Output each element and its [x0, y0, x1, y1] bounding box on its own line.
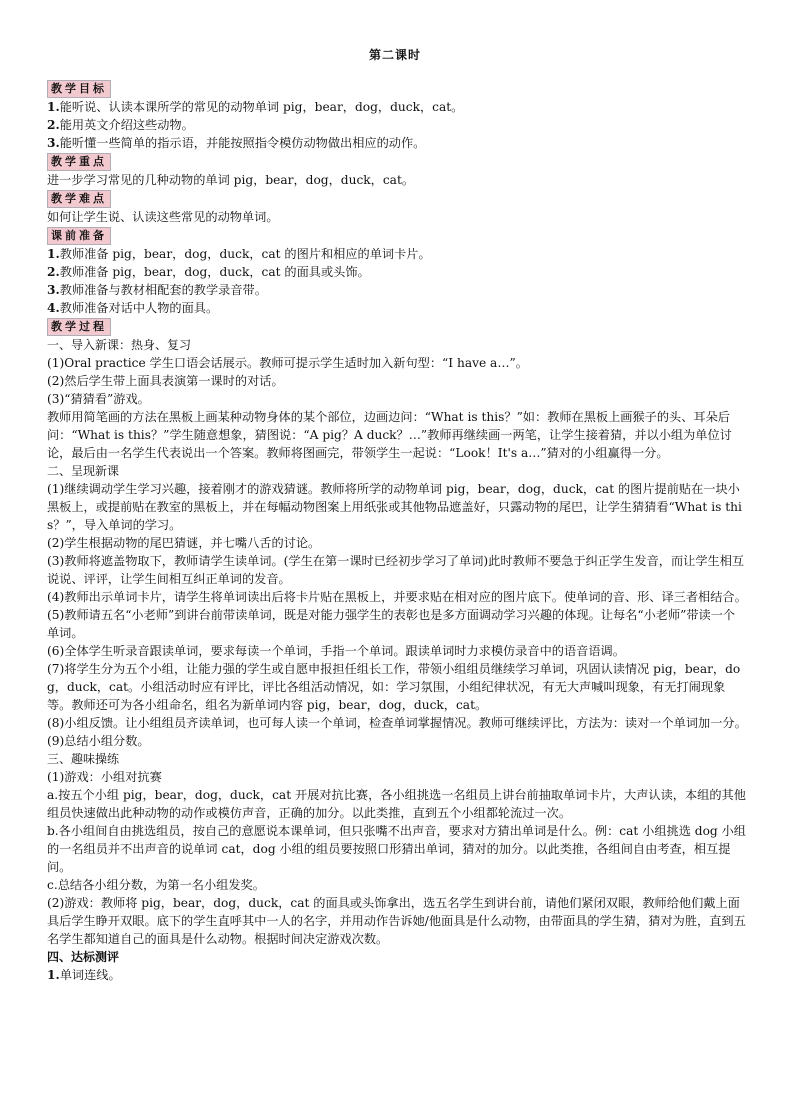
section-heading: 一、导入新课：热身、复习: [47, 338, 192, 352]
goal-num: 1.: [47, 100, 60, 114]
prep-text: 教师准备与教材相配套的教学录音带。: [59, 283, 267, 297]
prep-num: 3.: [47, 283, 60, 297]
paragraph: (3)教师将遮盖物取下，教师请学生读单词。(学生在第一课时已经初步学习了单词)此时教师不要急于纠正学生发音，而让学生相互说说、评评，让学生间相互纠正单词的发音。: [47, 554, 745, 586]
paragraph: a.按五个小组 pig，bear，dog，duck，cat 开展对抗比赛，各小组挑选一名组员上讲台前抽取单词卡片，大声认读，本组的其他组员快速做出此种动物的动作或模仿声音，正确的加分。以此类推，直到五个小组都轮流过一次。: [47, 788, 746, 820]
process-section: [47, 317, 747, 984]
prep-num: 4.: [47, 301, 60, 315]
lesson-content: [47, 79, 747, 984]
prep-num: 1.: [47, 247, 60, 261]
section-heading: 二、呈现新课: [47, 464, 120, 478]
paragraph: (4)教师出示单词卡片，请学生将单词读出后将卡片贴在黑板上，并要求贴在相对应的图片底下。使单词的音、形、译三者相结合。: [47, 590, 747, 604]
section-heading: 四、达标测评: [47, 950, 120, 964]
key-section: [47, 152, 747, 189]
paragraph: c.总结各小组分数，为第一名小组发奖。: [47, 878, 265, 892]
page-title: 第二课时: [368, 48, 421, 62]
goals-tag: 教学目标: [47, 80, 111, 98]
paragraph: 教师用简笔画的方法在黑板上画某种动物身体的某个部位，边画边问：“What is this？”如：教师在黑板上画猴子的头、耳朵后问：“What is this？”学生随意想象，猜图说：“A pig？A duck？…”教师再继续画一两笔，让学生接着猜，并以小组为单位讨论，最后由一名学生代表说出一个答案。教师将图画完，带领学生一起说：“Look！It's a…”猜对的小组赢得一分。: [47, 410, 732, 460]
paragraph: (1)继续调动学生学习兴趣，接着刚才的游戏猜谜。教师将所学的动物单词 pig，bear，dog，duck，cat 的图片提前贴在一块小黑板上，或提前贴在教室的黑板上，并在每幅动物图案上用纸张或其他物品遮盖好，只露动物的尾巴，让学生猜猜看“What is this？”，导入单词的学习。: [47, 482, 742, 532]
paragraph: (3)“猜猜看”游戏。: [47, 392, 150, 406]
difficulty-text: 如何让学生说、认读这些常见的动物单词。: [47, 210, 279, 224]
goal-num: 3.: [47, 136, 60, 150]
paragraph: (1)游戏：小组对抗赛: [47, 770, 162, 784]
difficulty-section: [47, 189, 747, 226]
prep-item: [47, 263, 747, 281]
goal-item: [47, 98, 747, 116]
paragraph: (2)游戏：教师将 pig，bear，dog，duck，cat 的面具或头饰拿出，选五名学生到讲台前，请他们紧闭双眼，教师给他们戴上面具后学生睁开双眼。底下的学生直呼其中一人的名字，并用动作告诉她/他面具是什么动物，由带面具的学生猜，猜对为胜，直到五名学生都知道自己的面具是什么动物。根据时间决定游戏次数。: [47, 896, 746, 946]
goal-text: 能听说、认读本课所学的常见的动物单词 pig，bear，dog，duck，cat。: [59, 100, 464, 114]
test-item: [47, 966, 747, 984]
paragraph: (2)学生根据动物的尾巴猜谜，并七嘴八舌的讨论。: [47, 536, 321, 550]
goal-text: 能听懂一些简单的指示语，并能按照指令模仿动物做出相应的动作。: [59, 136, 426, 150]
prep-section: [47, 226, 747, 317]
prep-text: 教师准备对话中人物的面具。: [59, 301, 219, 315]
prep-tag: 课前准备: [47, 227, 111, 245]
paragraph: (1)Oral practice 学生口语会话展示。教师可提示学生适时加入新句型：“I have a…”。: [47, 356, 528, 370]
paragraph: (9)总结小组分数。: [47, 734, 150, 748]
goal-item: [47, 116, 747, 134]
key-text: 进一步学习常见的几种动物的单词 pig，bear，dog，duck，cat。: [47, 173, 415, 187]
test-text: 单词连线。: [59, 968, 121, 982]
goal-num: 2.: [47, 118, 60, 132]
paragraph: (7)将学生分为五个小组，让能力强的学生或自愿申报担任组长工作，带领小组组员继续学习单词，巩固认读情况 pig，bear，dog，duck，cat。小组活动时应有评比，评比各组活动情况，如：学习氛围，小组纪律状况，有无大声喊叫现象，有无打闹现象等。教师还可为各小组命名，组名为新单词内容 pig，bear，dog，duck，cat。: [47, 662, 741, 712]
section-heading: 三、趣味操练: [47, 752, 120, 766]
paragraph: (8)小组反馈。让小组组员齐读单词，也可每人读一个单词，检查单词掌握情况。教师可继续评比，方法为：读对一个单词加一分。: [47, 716, 747, 730]
goal-item: [47, 134, 747, 152]
prep-num: 2.: [47, 265, 60, 279]
paragraph: b.各小组间自由挑选组员，按自己的意愿说本课单词，但只张嘴不出声音，要求对方猜出单词是什么。例：cat 小组挑选 dog 小组的一名组员并不出声音的说单词 cat，dog 小组的组员要按照口形猜出单词，猜对的加分。以此类推，各组间自由考查，相互提问。: [47, 824, 746, 874]
prep-item: [47, 299, 747, 317]
goal-text: 能用英文介绍这些动物。: [59, 118, 194, 132]
difficulty-tag: 教学难点: [47, 190, 111, 208]
test-num: 1.: [47, 968, 60, 982]
prep-item: [47, 245, 747, 263]
process-tag: 教学过程: [47, 318, 111, 336]
prep-item: [47, 281, 747, 299]
goals-section: [47, 79, 747, 152]
prep-text: 教师准备 pig，bear，dog，duck，cat 的图片和相应的单词卡片。: [59, 247, 431, 261]
prep-text: 教师准备 pig，bear，dog，duck，cat 的面具或头饰。: [59, 265, 370, 279]
paragraph: (5)教师请五名“小老师”到讲台前带读单词，既是对能力强学生的表彰也是多方面调动学习兴趣的体现。让每名“小老师”带读一个单词。: [47, 608, 736, 640]
paragraph: (6)全体学生听录音跟读单词，要求每读一个单词，手指一个单词。跟读单词时力求模仿录音中的语音语调。: [47, 644, 625, 658]
paragraph: (2)然后学生带上面具表演第一课时的对话。: [47, 374, 284, 388]
key-tag: 教学重点: [47, 153, 111, 171]
